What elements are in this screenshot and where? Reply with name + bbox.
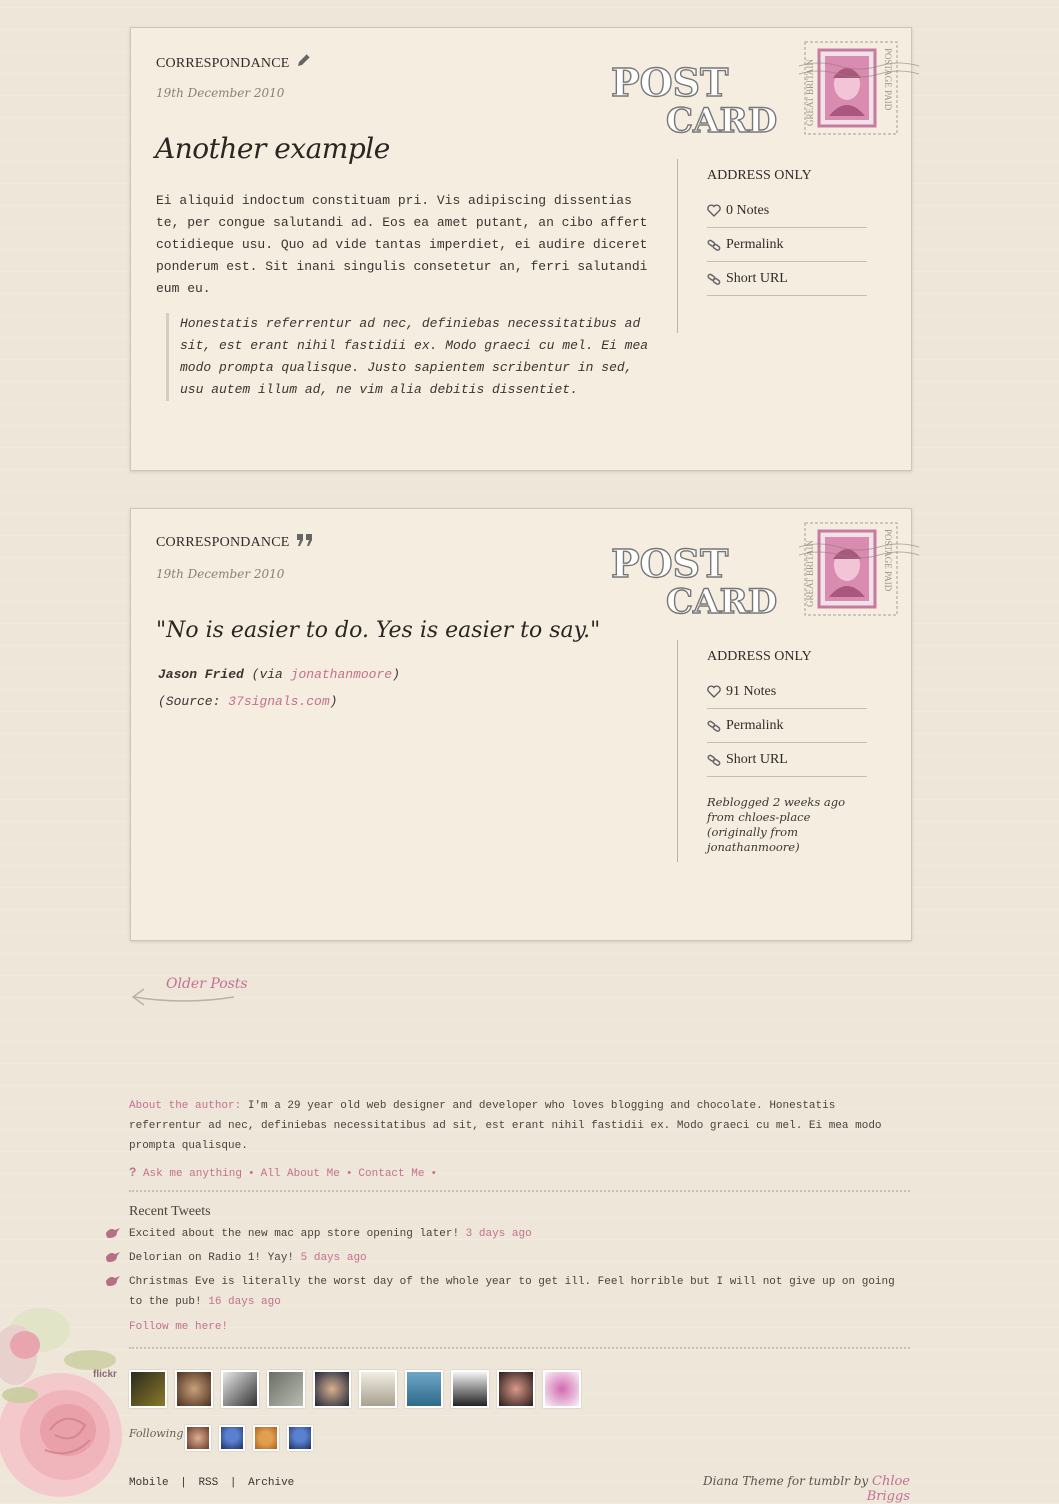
notes-count: 91 Notes <box>726 684 777 699</box>
dotted-divider <box>129 1190 910 1192</box>
tweet-time[interactable]: 3 days ago <box>465 1228 532 1240</box>
follow-me-link[interactable]: Follow me here! <box>129 1321 229 1333</box>
post-address-panel <box>707 649 867 855</box>
bottom-separator: | <box>229 1477 237 1489</box>
rss-link[interactable]: RSS <box>198 1477 219 1489</box>
short-url-link[interactable] <box>707 262 867 296</box>
tweet-text: Christmas Eve is literally the worst day of the whole year to get ill. Feel horrible but I will not give up on going to the pub! <box>129 1276 895 1308</box>
post-date: 19th December 2010 <box>156 86 285 100</box>
quote-author: Jason Fried <box>158 667 244 682</box>
heart-icon <box>707 204 721 217</box>
rose-decoration <box>0 1300 140 1504</box>
permalink-link[interactable] <box>707 228 867 262</box>
short-url-label: Short URL <box>726 271 788 286</box>
question-icon: ? <box>129 1165 137 1179</box>
source-prefix: (Source: <box>158 694 221 709</box>
permalink-link[interactable] <box>707 709 867 743</box>
stamp-text-right: POSTAGE PAID <box>883 529 893 592</box>
bottom-links <box>129 1477 294 1489</box>
link-separator: • <box>345 1168 353 1180</box>
tweet-item <box>129 1224 910 1244</box>
flickr-photo[interactable] <box>175 1370 213 1408</box>
flickr-photos <box>129 1370 581 1408</box>
short-url-label: Short URL <box>726 752 788 767</box>
source-suffix: ) <box>329 694 338 709</box>
link-icon <box>707 238 721 252</box>
footer <box>129 1096 910 1349</box>
tweets-heading: Recent Tweets <box>129 1204 211 1219</box>
postcard-logo-line1: POST <box>611 541 729 586</box>
postcard-logo-line1: POST <box>611 60 729 105</box>
post-date: 19th December 2010 <box>156 567 285 581</box>
link-separator: • <box>247 1168 255 1180</box>
address-heading: ADDRESS ONLY <box>707 649 812 664</box>
flickr-photo[interactable] <box>313 1370 351 1408</box>
address-heading: ADDRESS ONLY <box>707 168 812 183</box>
tweet-time[interactable]: 16 days ago <box>208 1296 281 1308</box>
flickr-photo[interactable] <box>543 1370 581 1408</box>
bird-icon <box>105 1227 121 1239</box>
postage-stamp-icon <box>799 36 903 140</box>
tweet-time[interactable]: 5 days ago <box>300 1252 367 1264</box>
link-separator: • <box>430 1168 438 1180</box>
about-text: I'm a 29 year old web designer and developer who loves blogging and chocolate. Honestatis referrentur ad nec, definiebas necessitatibus ad sit, est erant nihil fastidii ex. Modo graeci cu mel. Ei mea modo prompta qualisque. <box>129 1100 882 1152</box>
avatar[interactable] <box>185 1425 211 1451</box>
stamp-text-right: POSTAGE PAID <box>883 48 893 111</box>
flickr-photo[interactable] <box>497 1370 535 1408</box>
following-label: Following <box>129 1427 184 1440</box>
contact-me-link[interactable]: Contact Me <box>358 1168 425 1180</box>
post-type-label <box>156 52 312 73</box>
heart-icon <box>707 685 721 698</box>
link-icon <box>707 719 721 733</box>
bottom-separator: | <box>180 1477 187 1489</box>
quote-icon <box>296 533 314 552</box>
postcard-logo-line2: CARD <box>666 101 778 141</box>
flickr-photo[interactable] <box>451 1370 489 1408</box>
tweet-text: Excited about the new mac app store opening later! <box>129 1228 460 1240</box>
notes-link[interactable] <box>707 194 867 228</box>
postcard-divider <box>677 159 678 333</box>
bird-icon <box>105 1275 121 1287</box>
tweet-text: Delorian on Radio 1! Yay! <box>129 1252 295 1264</box>
mobile-link[interactable]: Mobile <box>129 1477 169 1489</box>
flickr-label: flickr <box>93 1369 117 1380</box>
post-address-panel <box>707 168 867 296</box>
flickr-photo[interactable] <box>129 1370 167 1408</box>
flickr-photo[interactable] <box>359 1370 397 1408</box>
tweet-item <box>129 1272 910 1312</box>
postcard-logo <box>606 529 778 622</box>
source-link[interactable]: 37signals.com <box>228 694 330 709</box>
postcard-divider <box>677 640 678 862</box>
bird-icon <box>105 1251 121 1263</box>
credit-author-link[interactable]: Chloe Briggs <box>866 1474 910 1504</box>
avatar[interactable] <box>219 1425 245 1451</box>
reblog-info: Reblogged 2 weeks ago from chloes-place (originally from jonathanmoore) <box>707 795 846 854</box>
quote-source <box>158 661 400 715</box>
post-card <box>130 27 912 471</box>
archive-link[interactable]: Archive <box>248 1477 295 1489</box>
post-type-text: CORRESPONDANCE <box>156 535 290 550</box>
post-card <box>130 508 912 941</box>
credit-prefix: Diana Theme for tumblr by <box>703 1474 869 1488</box>
theme-credit <box>690 1474 910 1504</box>
stamp-text-left: GREAT BRITAIN <box>805 59 815 126</box>
via-link[interactable]: jonathanmoore <box>290 667 393 682</box>
older-posts-link[interactable] <box>130 975 260 1015</box>
flickr-photo[interactable] <box>267 1370 305 1408</box>
notes-link[interactable] <box>707 675 867 709</box>
short-url-link[interactable] <box>707 743 867 777</box>
dotted-divider <box>129 1347 910 1349</box>
postage-stamp-icon <box>799 517 903 621</box>
about-author <box>129 1096 910 1156</box>
following-avatars <box>185 1425 313 1451</box>
footer-links <box>129 1164 910 1182</box>
quote-text: "No is easier to do. Yes is easier to say." <box>156 618 601 643</box>
flickr-photo[interactable] <box>405 1370 443 1408</box>
postcard-logo <box>606 48 778 141</box>
older-posts-label: Older Posts <box>166 976 248 992</box>
pencil-icon <box>296 52 312 73</box>
tweet-item <box>129 1248 910 1268</box>
post-title[interactable]: Another example <box>155 132 390 165</box>
post-body: Ei aliquid indoctum constituam pri. Vis adipiscing dissentias te, per congue salutandi ad. Eos ea amet putant, an cibo affert cotidieque usu. Quo ad vide tantas imperdiet, ei audire diceret ponderum est. Sit inani singulis consetetur an, ferri salutandi eum eu. <box>156 193 648 296</box>
avatar[interactable] <box>287 1425 313 1451</box>
about-me-link[interactable]: All About Me <box>260 1168 340 1180</box>
via-prefix: (via <box>251 667 283 682</box>
ask-me-link[interactable]: Ask me anything <box>142 1168 242 1180</box>
flickr-photo[interactable] <box>221 1370 259 1408</box>
stamp-text-left: GREAT BRITAIN <box>805 540 815 607</box>
link-icon <box>707 753 721 767</box>
notes-count: 0 Notes <box>726 203 770 218</box>
link-icon <box>707 272 721 286</box>
postcard-logo-line2: CARD <box>666 582 778 622</box>
permalink-label: Permalink <box>726 718 784 733</box>
post-type-label <box>156 533 314 552</box>
post-blockquote: Honestatis referrentur ad nec, definiebas necessitatibus ad sit, est erant nihil fastidii ex. Modo graeci cu mel. Ei mea modo prompta qualisque. Justo sapientem scribentur in sed, usu autem illum ad, ne vim alia debitis dissentiet. <box>166 313 650 401</box>
via-suffix: ) <box>392 667 400 682</box>
permalink-label: Permalink <box>726 237 784 252</box>
avatar[interactable] <box>253 1425 279 1451</box>
about-label: About the author: <box>129 1100 242 1112</box>
post-type-text: CORRESPONDANCE <box>156 56 290 71</box>
